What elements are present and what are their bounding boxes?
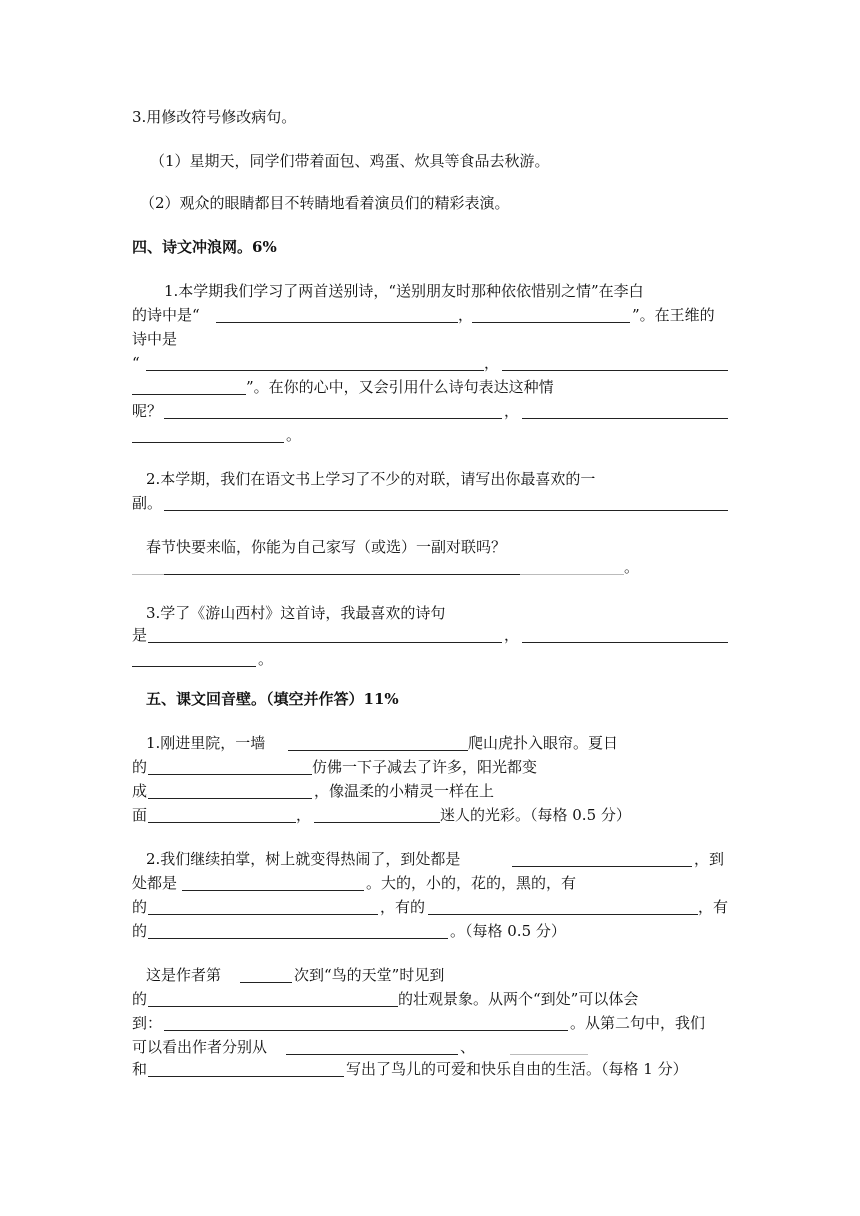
s4-q1-line-c: 诗中是 (132, 330, 178, 348)
s5-q1-blank-5[interactable] (314, 822, 440, 823)
s4-q1-line-e: ”。在你的心中，又会引用什么诗句表达这种情 (246, 378, 554, 396)
s4-q1-line-b-end: ”。在王维的 (632, 306, 715, 324)
s5-q1-d-end: 迷人的光彩。（每格 0.5 分） (440, 806, 631, 824)
s4-q1-line-b-start: 的诗中是“ (132, 306, 200, 324)
s5-q1-c-start: 成 (132, 782, 148, 800)
s5-q1-a-start: 1.刚进里院，一墙 (146, 734, 266, 752)
s5-q1-a-end: 爬山虎扑入眼帘。夏日 (468, 734, 619, 752)
s5-q3-a-start: 这是作者第 (146, 966, 222, 984)
sentence-1: （1）星期天，同学们带着面包、鸡蛋、炊具等食品去秋游。 (150, 152, 550, 170)
s5-q2-blank-5[interactable] (148, 938, 448, 939)
question-3-title: 3.用修改符号修改病句。 (132, 108, 297, 126)
s5-q1-c-end: ，像温柔的小精灵一样在上 (314, 782, 495, 800)
s4-q2-blank-2-lead[interactable] (132, 574, 164, 575)
s5-q3-c-end: 。从第二句中，我们 (570, 1014, 706, 1032)
s4-q2-period: 。 (624, 558, 640, 576)
s4-q1-blank-2[interactable] (472, 322, 630, 323)
s5-q3-b-end: 的壮观景象。从两个“到处”可以体会 (398, 990, 639, 1008)
s5-q2-blank-2[interactable] (182, 890, 364, 891)
s5-q1-blank-2[interactable] (148, 774, 312, 775)
s4-q1-period: 。 (286, 426, 302, 444)
s5-q2-c-mid: ，有的 (380, 898, 426, 916)
s4-q3-blank-2[interactable] (522, 642, 728, 643)
s5-q1-blank-3[interactable] (148, 798, 312, 799)
s4-q3-period: 。 (258, 650, 274, 668)
s4-q2-blank-2-tail[interactable] (520, 574, 624, 575)
s4-q3-line-b-start: 是 (132, 626, 148, 644)
s4-q1-comma-3: ， (504, 402, 520, 420)
s4-q1-comma: ， (458, 306, 474, 324)
s4-q3-comma: ， (504, 626, 520, 644)
s5-q2-blank-1[interactable] (512, 866, 692, 867)
section-5-title: 五、课文回音壁。（填空并作答）11% (146, 690, 399, 708)
s4-q1-blank-4-cont[interactable] (132, 394, 246, 395)
s5-q1-blank-1[interactable] (288, 750, 468, 751)
s5-q2-blank-4[interactable] (428, 914, 698, 915)
s4-q1-blank-1[interactable] (216, 322, 458, 323)
s5-q2-b-end: 。大的，小的，花的，黑的，有 (366, 874, 577, 892)
s5-q3-b-start: 的 (132, 990, 148, 1008)
s5-q3-c-start: 到： (132, 1014, 163, 1032)
s5-q2-blank-3[interactable] (148, 914, 378, 915)
s5-q2-c-end: ，有 (698, 898, 729, 916)
s5-q1-d-start: 面 (132, 806, 148, 824)
s5-q2-a-start: 2.我们继续拍掌，树上就变得热闹了，到处都是 (146, 850, 461, 868)
s5-q3-d-sep: 、 (460, 1038, 476, 1056)
s4-q2-line-b: 副。 (132, 494, 163, 512)
s4-q2-blank-2[interactable] (164, 574, 520, 575)
s5-q1-blank-4[interactable] (148, 822, 296, 823)
s5-q2-c-start: 的 (132, 898, 148, 916)
s4-q1-quote-open: “ (132, 354, 140, 372)
s5-q1-d-comma: ， (296, 806, 312, 824)
s4-q1-line-f-start: 呢？ (132, 402, 163, 420)
s4-q2-line-c: 春节快要来临，你能为自己家写（或选）一副对联吗？ (146, 538, 507, 556)
s4-q2-blank-1[interactable] (164, 510, 728, 511)
s5-q2-d-end: 。（每格 0.5 分） (450, 922, 566, 940)
s5-q3-e-start: 和 (132, 1060, 148, 1078)
s4-q3-line-a: 3.学了《游山西村》这首诗，我最喜欢的诗句 (146, 604, 446, 622)
s4-q3-blank-2-cont[interactable] (132, 666, 256, 667)
s4-q1-blank-6[interactable] (522, 418, 728, 419)
s4-q1-blank-6-cont[interactable] (132, 442, 284, 443)
s5-q3-blank-2[interactable] (148, 1006, 398, 1007)
s5-q3-e-end: 写出了鸟儿的可爱和快乐自由的生活。（每格 1 分） (346, 1060, 688, 1078)
sentence-2: （2）观众的眼睛都目不转睛地看着演员们的精彩表演。 (140, 194, 510, 212)
s4-q1-line-a: 1.本学期我们学习了两首送别诗，“送别朋友时那种依依惜别之情”在李白 (164, 282, 644, 300)
s5-q3-d-start: 可以看出作者分别从 (132, 1038, 268, 1056)
s5-q3-a-end: 次到“鸟的天堂”时见到 (294, 966, 445, 984)
s4-q1-blank-3[interactable] (146, 370, 484, 371)
section-4-title: 四、诗文冲浪网。6% (132, 238, 277, 256)
s4-q1-comma-2: ， (484, 354, 500, 372)
s5-q3-blank-3[interactable] (164, 1030, 568, 1031)
s5-q1-b-start: 的 (132, 758, 148, 776)
s5-q3-blank-1[interactable] (240, 982, 292, 983)
s4-q3-blank-1[interactable] (148, 642, 502, 643)
s5-q2-d-start: 的 (132, 922, 148, 940)
s4-q1-blank-5[interactable] (164, 418, 502, 419)
s5-q3-blank-5[interactable] (510, 1054, 588, 1055)
s5-q2-a-end: ，到 (694, 850, 725, 868)
s4-q2-line-a: 2.本学期，我们在语文书上学习了不少的对联，请写出你最喜欢的一 (146, 470, 596, 488)
s5-q3-blank-6[interactable] (148, 1076, 344, 1077)
s5-q3-blank-4[interactable] (286, 1054, 458, 1055)
s5-q2-b-start: 处都是 (132, 874, 178, 892)
s4-q1-blank-4[interactable] (502, 370, 728, 371)
s5-q1-b-end: 仿佛一下子减去了许多，阳光都变 (312, 758, 538, 776)
